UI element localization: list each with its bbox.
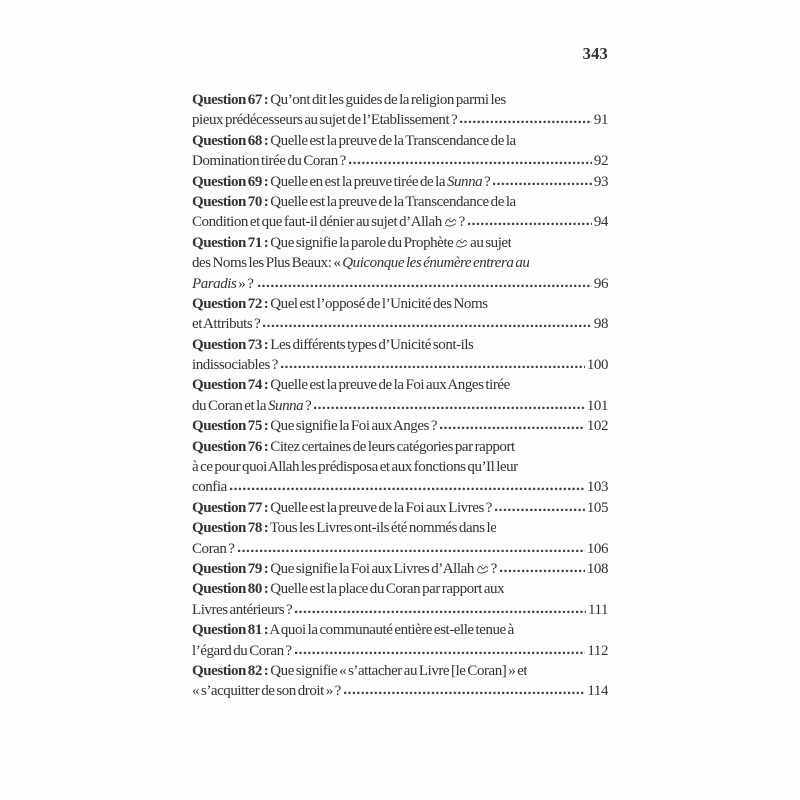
toc-line-text xyxy=(192,133,516,150)
toc-entry xyxy=(192,663,608,704)
question-label: Question 73 : xyxy=(192,336,269,353)
toc-line xyxy=(192,622,608,642)
toc-line-text xyxy=(192,541,235,558)
question-label: Question 68 : xyxy=(192,132,269,149)
toc-entry xyxy=(192,561,608,581)
page-ref: 94 xyxy=(593,214,608,231)
toc-text-segment: Quelle en est la preuve tirée de la xyxy=(268,173,447,190)
toc-text-segment: Quelle est la preuve de la Foi aux Livres ? xyxy=(268,499,492,516)
toc-line xyxy=(192,459,608,479)
question-label: Question 80 : xyxy=(192,581,269,598)
toc-text-segment: du Coran et la xyxy=(192,397,268,414)
dot-leader xyxy=(349,160,592,165)
toc-line xyxy=(192,561,608,581)
toc-line xyxy=(192,174,608,194)
toc-text-segment: Que signifie la Foi aux Anges ? xyxy=(268,418,438,435)
page-ref: 98 xyxy=(593,316,608,333)
dot-leader xyxy=(263,323,592,328)
dot-leader xyxy=(258,283,592,288)
dot-leader xyxy=(238,548,585,553)
dot-leader xyxy=(230,486,585,491)
toc-line-text xyxy=(192,174,490,191)
toc-line-text xyxy=(192,276,255,293)
toc-line-text xyxy=(192,214,465,231)
toc-text-segment: ? xyxy=(482,173,491,190)
toc-text-segment: Les différents types d’Unicité sont-ils xyxy=(268,336,474,353)
toc-line xyxy=(192,316,608,336)
toc-line xyxy=(192,337,608,357)
toc-line xyxy=(192,112,608,132)
toc-line xyxy=(192,643,608,663)
page-ref: 101 xyxy=(586,397,608,414)
toc-text-segment: confia xyxy=(192,479,227,496)
page-ref: 106 xyxy=(586,540,608,557)
toc-line xyxy=(192,479,608,499)
toc-text-segment: à ce pour quoi Allah les prédisposa et aux fonctions qu’Il leur xyxy=(192,459,518,476)
page-ref: 112 xyxy=(587,642,608,659)
page-number-header: 343 xyxy=(582,44,608,63)
question-label: Question 78 : xyxy=(192,520,269,537)
question-label: Question 69 : xyxy=(192,173,269,190)
toc-text-segment: et Attributs ? xyxy=(192,316,261,333)
page-ref: 102 xyxy=(586,418,608,435)
toc-text-segment: Que signifie la parole du Prophète xyxy=(268,234,456,251)
allah-honorific-icon xyxy=(476,563,489,574)
question-label: Question 77 : xyxy=(192,499,269,516)
toc-text-segment: indissociables ? xyxy=(192,357,278,374)
toc-line xyxy=(192,276,608,296)
toc-line-text xyxy=(192,337,473,354)
question-label: Question 71 : xyxy=(192,234,269,251)
dot-leader xyxy=(295,609,586,614)
toc-text-segment: Condition et que faut-il dénier au sujet d’Allah xyxy=(192,214,444,231)
toc-line-text xyxy=(192,663,527,680)
toc-text-segment: Que signifie la Foi aux Livres d’Allah xyxy=(268,560,476,577)
toc-entry xyxy=(192,500,608,520)
toc-line xyxy=(192,92,608,112)
question-label: Question 74 : xyxy=(192,377,269,394)
dot-leader xyxy=(460,119,592,124)
toc-text-segment: ? xyxy=(303,397,312,414)
toc-line-text xyxy=(192,398,311,415)
toc-line xyxy=(192,398,608,418)
question-label: Question 79 : xyxy=(192,560,269,577)
toc-line xyxy=(192,439,608,459)
toc-text-segment: « s’acquitter de son droit » ? xyxy=(192,683,341,700)
toc-text-segment: Qu’ont dit les guides de la religion parmi les xyxy=(268,92,506,108)
toc-text-segment: » ? xyxy=(236,275,256,292)
toc-entry xyxy=(192,92,608,133)
toc-line xyxy=(192,602,608,622)
dot-leader xyxy=(440,425,585,430)
toc-line xyxy=(192,377,608,397)
toc-line-text xyxy=(192,418,437,435)
dot-leader xyxy=(281,364,585,369)
toc-line-text xyxy=(192,643,292,660)
toc-line-text xyxy=(192,377,510,394)
toc-line-text xyxy=(192,622,514,639)
toc-list xyxy=(192,92,608,704)
toc-text-segment: Quelle est la preuve de la Transcendance de la xyxy=(268,193,516,210)
page-ref: 91 xyxy=(593,112,608,129)
dot-leader xyxy=(493,181,592,186)
toc-text-segment: Que signifie « s’attacher au Livre [le Coran] » et xyxy=(268,662,528,679)
toc-text-segment: l’égard du Coran ? xyxy=(192,642,292,659)
prophet-honorific-icon xyxy=(455,237,468,248)
toc-line-text xyxy=(192,255,529,272)
page-ref: 114 xyxy=(587,683,608,700)
toc-line-text xyxy=(192,683,341,700)
toc-text-segment: Sunna xyxy=(267,397,304,414)
question-label: Question 72 : xyxy=(192,295,269,312)
toc-line xyxy=(192,541,608,561)
question-label: Question 75 : xyxy=(192,418,269,435)
toc-line-text xyxy=(192,112,457,129)
toc-text-segment: Quelle est la preuve de la Transcendance de la xyxy=(268,132,516,149)
toc-line xyxy=(192,133,608,153)
dot-leader xyxy=(314,405,585,410)
toc-line xyxy=(192,683,608,703)
question-label: Question 82 : xyxy=(192,662,269,679)
toc-line xyxy=(192,520,608,540)
toc-entry xyxy=(192,174,608,194)
toc-entry xyxy=(192,337,608,378)
toc-line-text xyxy=(192,459,518,476)
toc-line-text xyxy=(192,581,504,598)
toc-line-text xyxy=(192,235,511,252)
page-ref: 103 xyxy=(586,479,608,496)
toc-text-segment: Coran ? xyxy=(192,540,235,557)
toc-line xyxy=(192,214,608,234)
dot-leader xyxy=(344,690,586,695)
toc-line-text xyxy=(192,316,260,333)
toc-line-text xyxy=(192,602,292,619)
toc-text-segment: ? xyxy=(456,214,465,231)
toc-text-segment: A quoi la communauté entière est-elle tenue à xyxy=(268,622,514,639)
toc-text-segment: Citez certaines de leurs catégories par rapport xyxy=(268,438,515,455)
toc-entry xyxy=(192,418,608,438)
question-label: Question 67 : xyxy=(192,92,269,108)
toc-text-segment: Quel est l’opposé de l’Unicité des Noms xyxy=(268,295,488,312)
allah-honorific-icon xyxy=(444,216,457,227)
dot-leader xyxy=(495,507,585,512)
toc-entry xyxy=(192,133,608,174)
toc-line xyxy=(192,153,608,173)
toc-line xyxy=(192,235,608,255)
toc-text-segment: pieux prédécesseurs au sujet de l’Etablissement ? xyxy=(192,112,458,129)
toc-text-segment: Quelle est la preuve de la Foi aux Anges tirée xyxy=(268,377,510,394)
toc-line-text xyxy=(192,153,346,170)
toc-line xyxy=(192,663,608,683)
dot-leader xyxy=(468,221,592,226)
page-ref: 92 xyxy=(593,153,608,170)
toc-entry xyxy=(192,439,608,500)
toc-line-text xyxy=(192,357,278,374)
toc-line-text xyxy=(192,296,488,313)
page-ref: 100 xyxy=(586,357,608,374)
toc-line xyxy=(192,255,608,275)
toc-text-segment: des Noms les Plus Beaux: « xyxy=(192,255,343,272)
toc-text-segment: ? xyxy=(488,560,497,577)
toc-entry xyxy=(192,296,608,337)
question-label: Question 81 : xyxy=(192,622,269,639)
question-label: Question 70 : xyxy=(192,193,269,210)
toc-entry xyxy=(192,194,608,235)
page-ref: 96 xyxy=(593,275,608,292)
toc-text-segment: Quelle est la place du Coran par rapport aux xyxy=(268,581,505,598)
toc-line-text xyxy=(192,561,497,578)
toc-entry xyxy=(192,622,608,663)
dot-leader xyxy=(500,568,585,573)
question-label: Question 76 : xyxy=(192,438,269,455)
toc-line xyxy=(192,500,608,520)
toc-line-text xyxy=(192,479,227,496)
toc-entry xyxy=(192,520,608,561)
toc-text-segment: Paradis xyxy=(192,275,237,292)
toc-text-segment: Tous les Livres ont-ils été nommés dans le xyxy=(268,520,497,537)
dot-leader xyxy=(295,650,586,655)
page-ref: 111 xyxy=(587,601,608,618)
toc-text-segment: au sujet xyxy=(468,234,512,251)
page-ref: 105 xyxy=(586,499,608,516)
toc-line-text xyxy=(192,92,506,109)
toc-line-text xyxy=(192,439,515,456)
toc-line-text xyxy=(192,500,492,517)
toc-line-text xyxy=(192,194,516,211)
toc-line xyxy=(192,581,608,601)
page-ref: 93 xyxy=(593,173,608,190)
toc-entry xyxy=(192,581,608,622)
toc-line xyxy=(192,194,608,214)
toc-text-segment: Domination tirée du Coran ? xyxy=(192,153,346,170)
toc-line-text xyxy=(192,520,496,537)
page-ref: 108 xyxy=(586,560,608,577)
toc-text-segment: Livres antérieurs ? xyxy=(192,601,293,618)
toc-text-segment: Quiconque les énumère entrera au xyxy=(342,255,530,272)
toc-text-segment: Sunna xyxy=(446,173,483,190)
toc-entry xyxy=(192,235,608,296)
toc-line xyxy=(192,357,608,377)
toc-entry xyxy=(192,377,608,418)
toc-line xyxy=(192,296,608,316)
toc-line xyxy=(192,418,608,438)
